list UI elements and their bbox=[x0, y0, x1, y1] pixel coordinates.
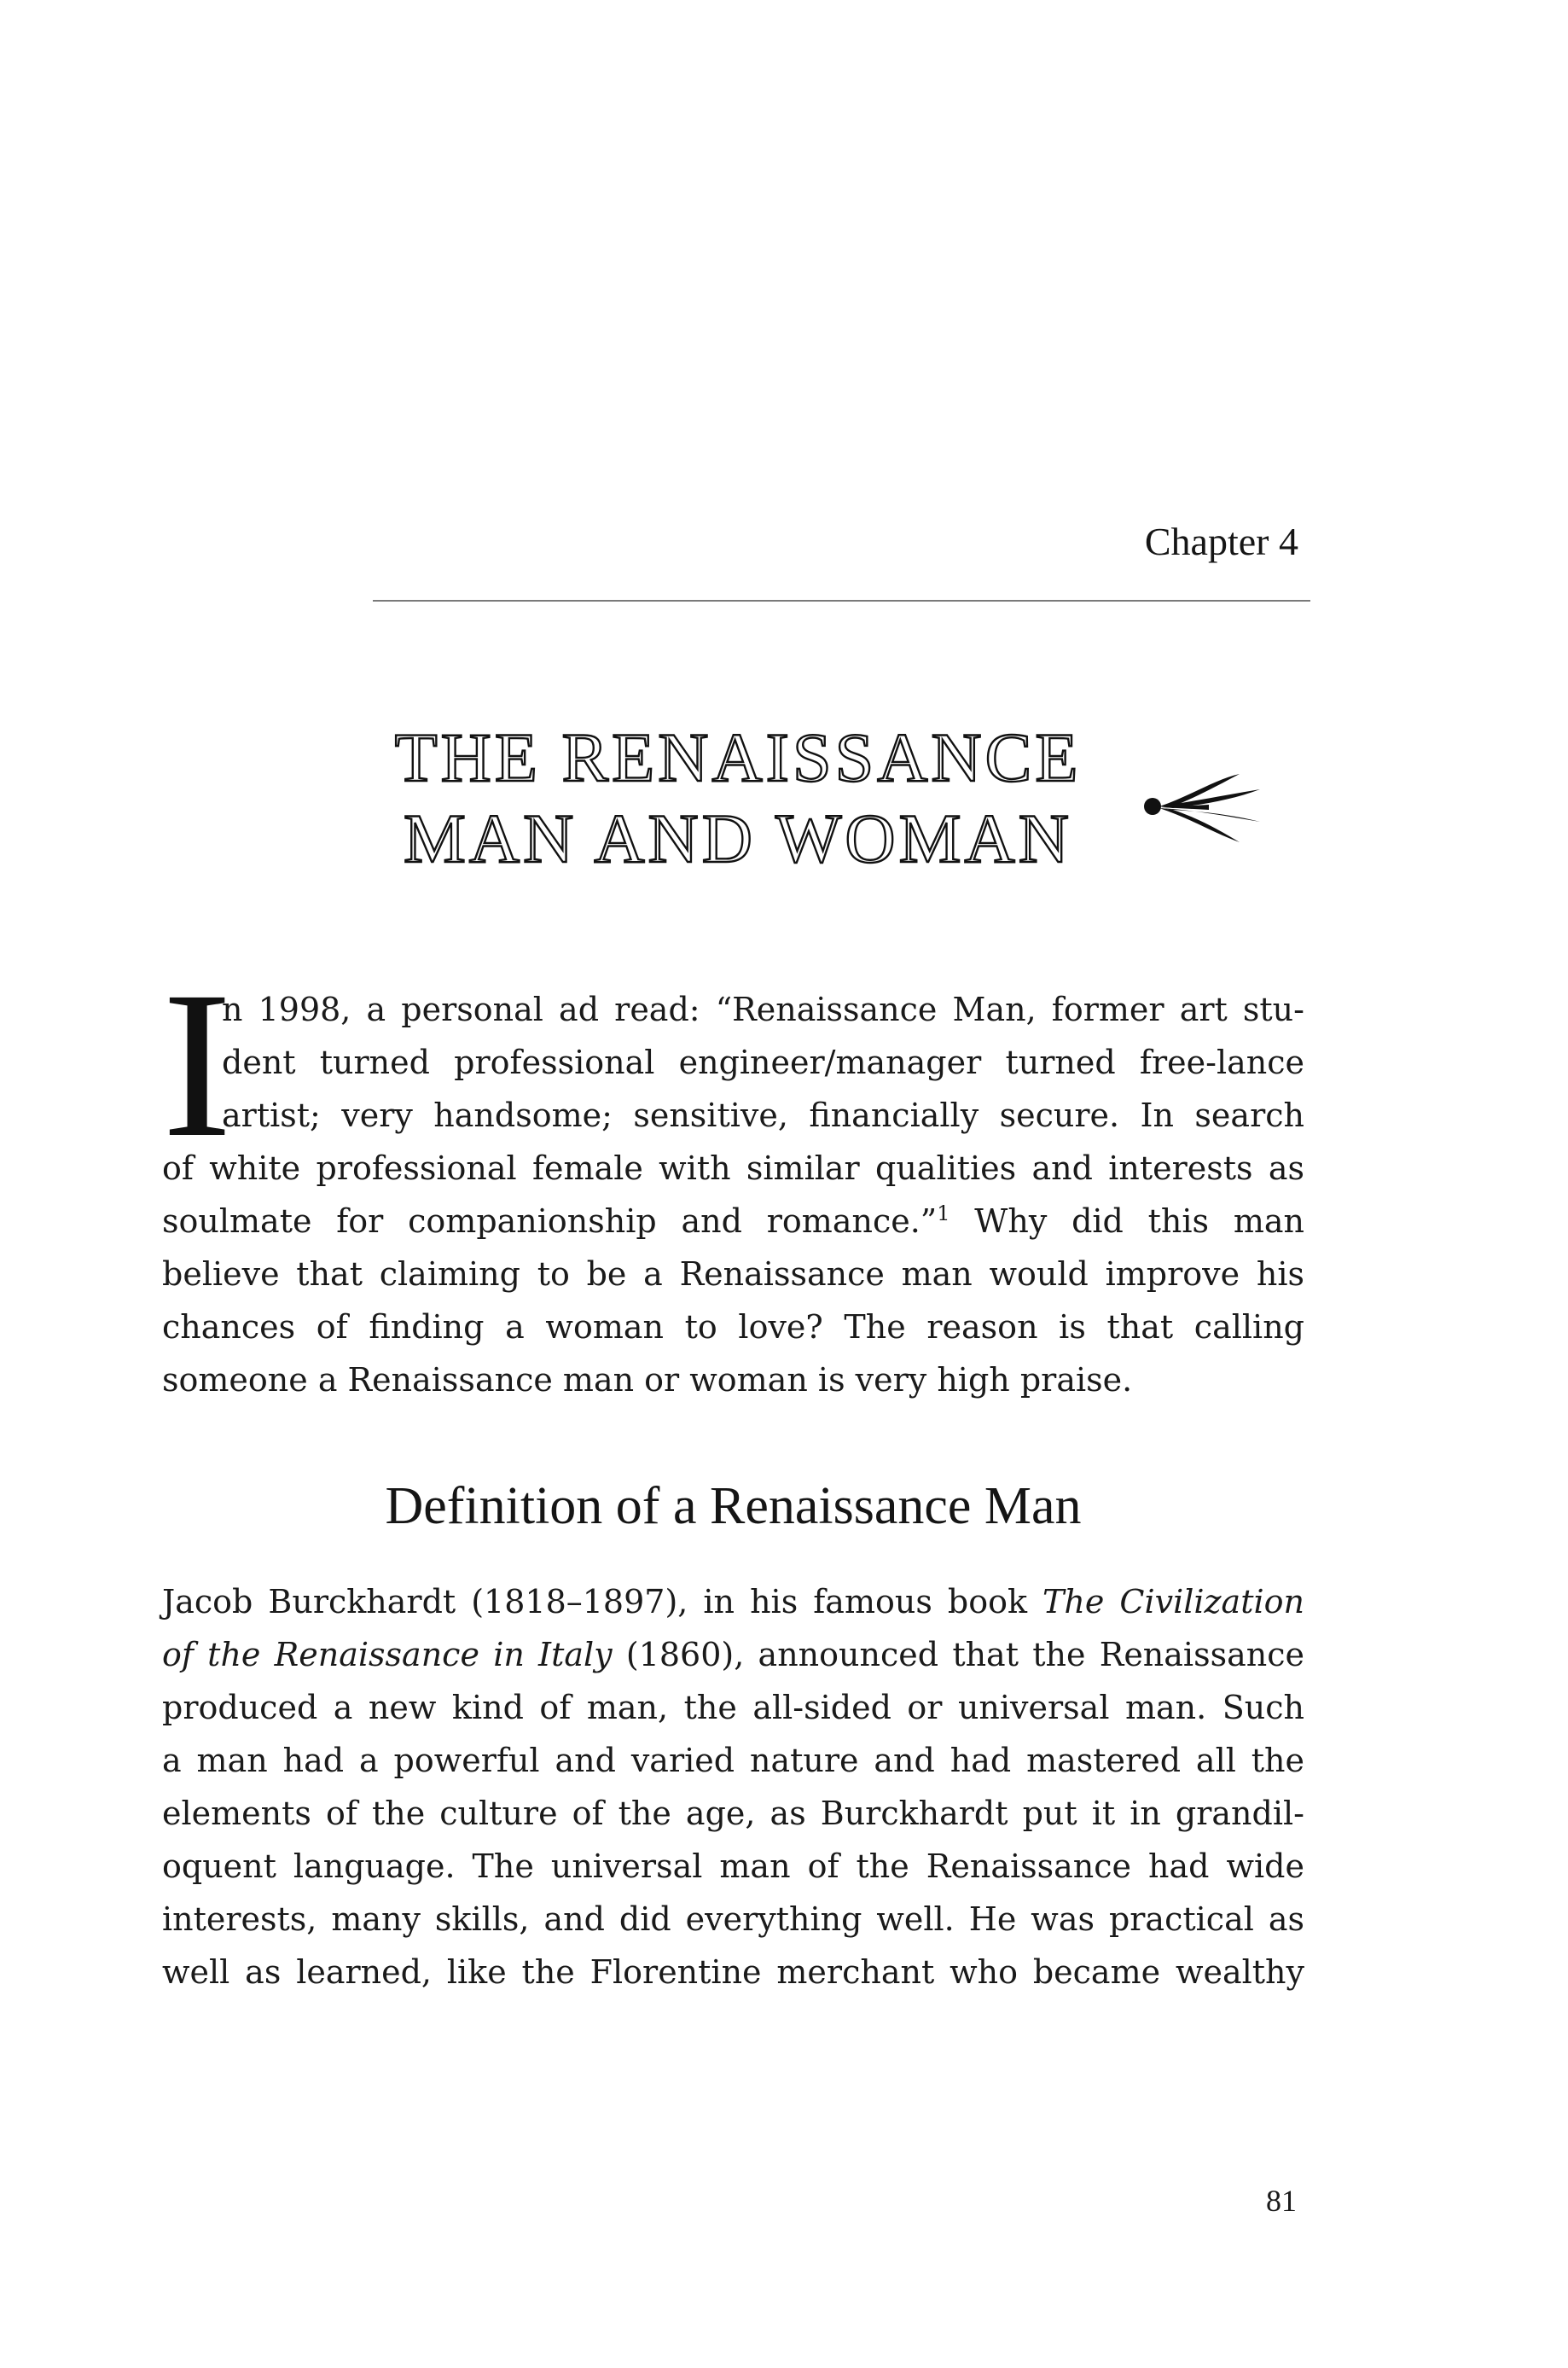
section-line-1-text: Jacob Burckhardt (1818–1897), in his famous book bbox=[162, 1583, 1043, 1620]
fleuron-icon bbox=[1139, 771, 1267, 847]
chapter-title-line-2: MAN AND WOMAN bbox=[404, 800, 1072, 877]
header-rule bbox=[373, 600, 1310, 602]
drop-cap: I bbox=[162, 949, 232, 1181]
intro-line: believe that claiming to be a Renaissance man would improve his bbox=[162, 1255, 1304, 1293]
intro-line-5-tail: Why did this man bbox=[950, 1202, 1304, 1240]
section-line bbox=[162, 1628, 1304, 1681]
section-heading: Definition of a Renaissance Man bbox=[385, 1477, 1082, 1535]
section-paragraph bbox=[162, 1575, 1304, 1999]
section-line-2-text: (1860), announced that the Renaissance bbox=[612, 1636, 1304, 1673]
intro-line: chances of finding a woman to love? The reason is that calling bbox=[162, 1308, 1304, 1346]
intro-line: someone a Renaissance man or woman is very high praise. bbox=[162, 1361, 1133, 1399]
intro-paragraph bbox=[162, 983, 1304, 1406]
chapter-title bbox=[333, 717, 1143, 879]
section-line: interests, many skills, and did everything well. He was practical as bbox=[162, 1900, 1304, 1938]
book-title-part-1: The Civilization bbox=[1042, 1583, 1304, 1620]
chapter-label: Chapter 4 bbox=[1144, 520, 1298, 563]
section-line: produced a new kind of man, the all-sided or universal man. Such bbox=[162, 1689, 1304, 1726]
section-line: oquent language. The universal man of the Renaissance had wide bbox=[162, 1847, 1304, 1885]
footnote-marker: 1 bbox=[937, 1201, 950, 1225]
intro-line-5-text: soulmate for companionship and romance.” bbox=[162, 1202, 938, 1240]
section-line: a man had a powerful and varied nature and had mastered all the bbox=[162, 1742, 1304, 1779]
book-title-part-2: of the Renaissance in Italy bbox=[162, 1636, 613, 1673]
intro-line: artist; very handsome; sensitive, financially secure. In search bbox=[222, 1097, 1304, 1134]
intro-line: n 1998, a personal ad read: “Renaissance Man, former art stu- bbox=[222, 991, 1304, 1028]
intro-line: of white professional female with similar qualities and interests as bbox=[162, 1149, 1304, 1187]
chapter-title-line-1: THE RENAISSANCE bbox=[394, 719, 1082, 796]
page-number: 81 bbox=[1266, 2184, 1297, 2218]
section-line: elements of the culture of the age, as Burckhardt put it in grandil- bbox=[162, 1795, 1304, 1832]
section-line: well as learned, like the Florentine merchant who became wealthy bbox=[162, 1953, 1304, 1991]
intro-line: dent turned professional engineer/manager turned free-lance bbox=[222, 1044, 1304, 1081]
intro-line bbox=[162, 1195, 1304, 1248]
section-line bbox=[162, 1575, 1304, 1628]
